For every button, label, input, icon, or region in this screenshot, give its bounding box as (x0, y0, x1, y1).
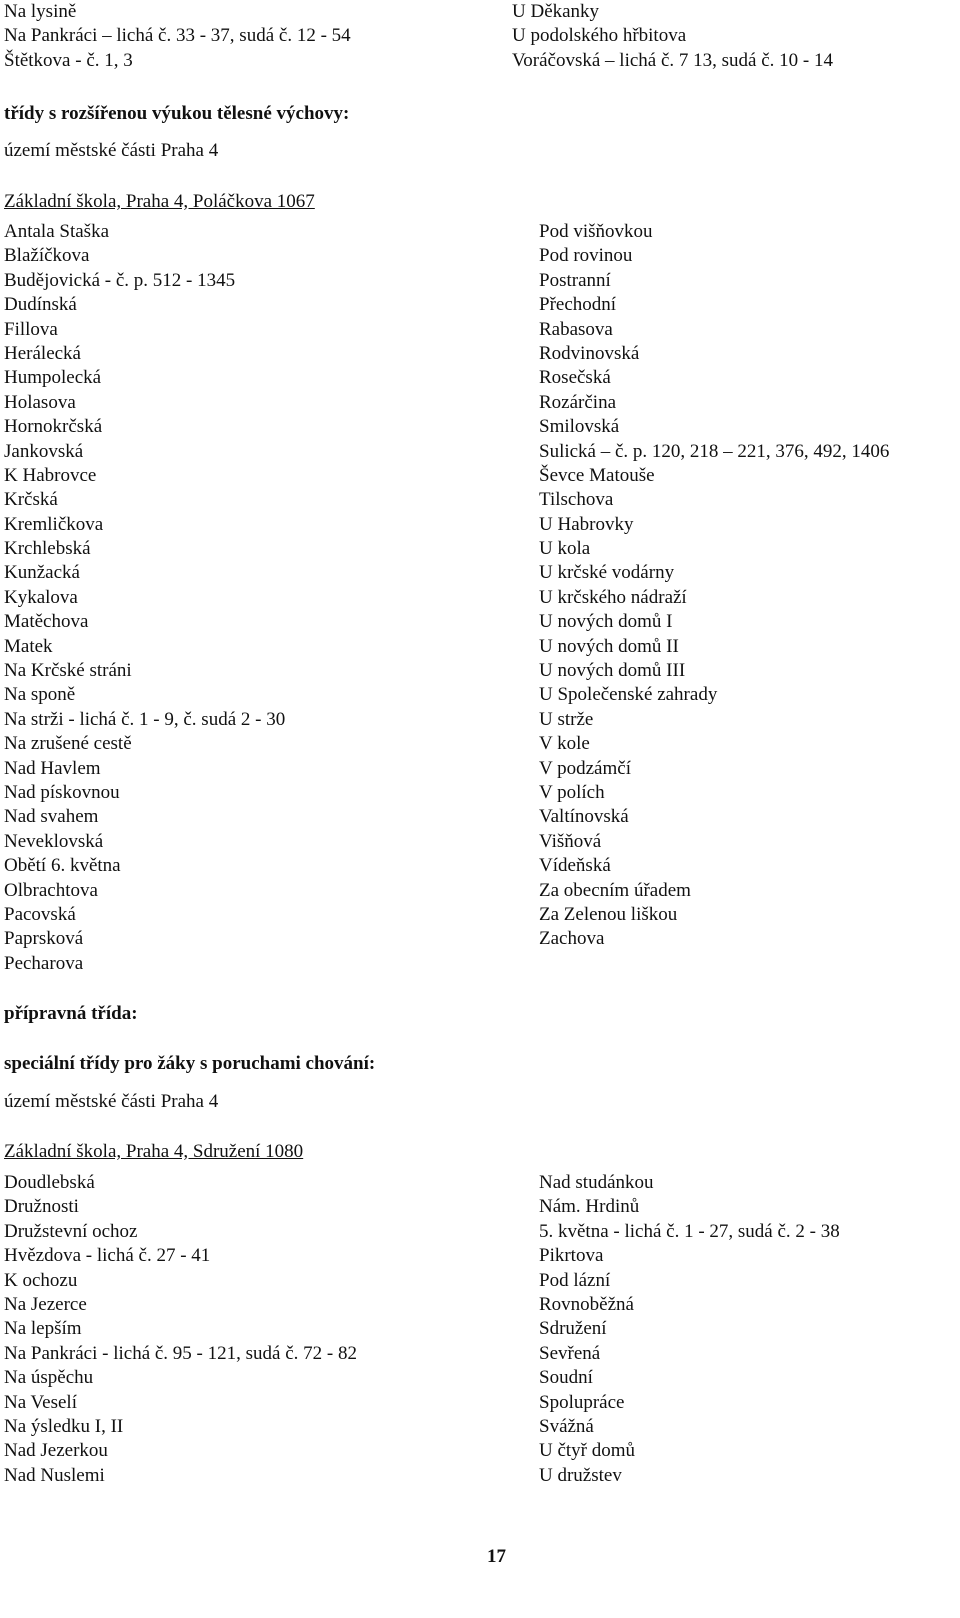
street-item: Matek (4, 635, 53, 657)
street-item: Nad Nuslemi (4, 1464, 105, 1486)
street-item: Svážná (539, 1415, 594, 1437)
street-item: Ševce Matouše (539, 464, 655, 486)
street-item: Krchlebská (4, 538, 91, 560)
street-item: Na úspěchu (4, 1367, 94, 1389)
section2-right-street-list (539, 1171, 840, 1488)
street-item: Sulická – č. p. 120, 218 – 221, 376, 492, 1406 (539, 440, 890, 462)
page-number: 17 (487, 1546, 506, 1567)
street-item: Na zrušené cestě (4, 733, 132, 755)
street-item: V polích (539, 781, 605, 803)
street-item: Nad Havlem (4, 757, 101, 779)
street-item: Rabasova (539, 318, 613, 340)
territory-label: území městské části Praha 4 (4, 1091, 219, 1112)
section2-left-street-list (4, 1171, 357, 1488)
street-item: Štětkova - č. 1, 3 (4, 49, 133, 71)
street-item: Postranní (539, 269, 611, 291)
street-item: U družstev (539, 1464, 622, 1486)
street-item: Na Pankráci – lichá č. 33 - 37, sudá č. 12 - 54 (4, 25, 351, 47)
street-item: U nových domů II (539, 635, 679, 657)
street-item: Nad pískovnou (4, 781, 120, 803)
street-item: Hornokrčská (4, 416, 103, 438)
street-item: Na Jezerce (4, 1293, 87, 1315)
street-item: U kola (539, 538, 591, 560)
street-item: Jankovská (4, 440, 84, 462)
street-item: Na strži - lichá č. 1 - 9, č. sudá 2 - 30 (4, 708, 286, 730)
street-item: Nad Jezerkou (4, 1440, 108, 1462)
street-item: Na lepším (4, 1318, 82, 1340)
street-item: Višňová (539, 830, 602, 852)
street-item: Pod lázní (539, 1269, 611, 1291)
street-item: Valtínovská (539, 806, 629, 828)
top-left-street-list (4, 0, 351, 73)
territory-label: území městské části Praha 4 (4, 140, 219, 161)
street-item: Obětí 6. května (4, 855, 121, 877)
street-item: U čtyř domů (539, 1440, 636, 1462)
street-item: Na lysině (4, 1, 77, 22)
street-item: Antala Staška (4, 221, 110, 242)
street-item: Zachova (539, 928, 605, 950)
street-item: Krčská (4, 489, 58, 511)
school-name-polackova: Základní škola, Praha 4, Poláčkova 1067 (4, 191, 315, 212)
street-item: Neveklovská (4, 830, 104, 852)
street-item: Pecharova (4, 952, 84, 974)
street-item: Sdružení (539, 1318, 607, 1340)
street-item: U nových domů III (539, 660, 686, 682)
street-item: Smilovská (539, 416, 620, 438)
street-item: U strže (539, 708, 594, 730)
street-item: Na ýsledku I, II (4, 1415, 124, 1437)
street-item: Paprsková (4, 928, 84, 950)
street-item: Vídeňská (539, 855, 611, 877)
section-heading-special-classes: speciální třídy pro žáky s poruchami chování: (4, 1053, 376, 1074)
street-item: U podolského hřbitova (512, 25, 687, 47)
street-item: V kole (539, 733, 590, 755)
street-item: Za obecním úřadem (539, 879, 691, 901)
street-item: Humpolecká (4, 367, 102, 389)
street-item: Sevřená (539, 1342, 601, 1364)
street-item: Družnosti (4, 1196, 79, 1218)
street-item: U Habrovky (539, 513, 634, 535)
street-item: K ochozu (4, 1269, 78, 1291)
top-right-street-list (512, 0, 833, 73)
street-item: Pod rovinou (539, 245, 633, 267)
section-heading-preparatory-class: přípravná třída: (4, 1003, 138, 1024)
street-item: Nám. Hrdinů (539, 1196, 640, 1218)
street-item: U krčské vodárny (539, 562, 675, 584)
street-item: Kunžacká (4, 562, 80, 584)
street-item: U krčského nádraží (539, 586, 687, 608)
street-item: Rosečská (539, 367, 611, 389)
street-item: Na Krčské stráni (4, 660, 132, 682)
street-item: U Společenské zahrady (539, 684, 718, 706)
street-item: Pikrtova (539, 1245, 604, 1267)
street-item: Za Zelenou liškou (539, 903, 678, 925)
street-item: Na Pankráci - lichá č. 95 - 121, sudá č. 72 - 82 (4, 1342, 357, 1364)
street-item: Tilschova (539, 489, 614, 511)
street-item: Nad studánkou (539, 1172, 654, 1193)
street-item: Dudínská (4, 294, 77, 316)
street-item: Na sponě (4, 684, 76, 706)
street-item: Budějovická - č. p. 512 - 1345 (4, 269, 236, 291)
street-item: Kremličkova (4, 513, 104, 535)
street-item: Soudní (539, 1367, 593, 1389)
street-item: U nových domů I (539, 611, 673, 633)
street-item: Nad svahem (4, 806, 99, 828)
school-name-sdruzeni: Základní škola, Praha 4, Sdružení 1080 (4, 1141, 304, 1162)
street-item: K Habrovce (4, 464, 97, 486)
street-item: Fillova (4, 318, 58, 340)
street-item: V podzámčí (539, 757, 631, 779)
street-item: Rovnoběžná (539, 1293, 634, 1315)
street-item: U Děkanky (512, 1, 600, 22)
section-heading-sport-classes: třídy s rozšířenou výukou tělesné výchovy: (4, 103, 350, 124)
street-item: Spolupráce (539, 1391, 625, 1413)
street-item: Hvězdova - lichá č. 27 - 41 (4, 1245, 211, 1267)
street-item: Matěchova (4, 611, 89, 633)
street-item: Pacovská (4, 903, 76, 925)
street-item: Rodvinovská (539, 342, 640, 364)
street-item: 5. května - lichá č. 1 - 27, sudá č. 2 - 38 (539, 1220, 840, 1242)
street-item: Na Veselí (4, 1391, 77, 1413)
section1-left-street-list (4, 220, 285, 976)
street-item: Doudlebská (4, 1172, 95, 1193)
street-item: Rozárčina (539, 391, 617, 413)
street-item: Holasova (4, 391, 76, 413)
street-item: Voráčovská – lichá č. 7 13, sudá č. 10 - 14 (512, 49, 833, 71)
street-item: Kykalova (4, 586, 78, 608)
street-item: Olbrachtova (4, 879, 98, 901)
street-item: Pod višňovkou (539, 221, 653, 242)
street-item: Družstevní ochoz (4, 1220, 138, 1242)
street-item: Herálecká (4, 342, 81, 364)
street-item: Blažíčkova (4, 245, 90, 267)
street-item: Přechodní (539, 294, 617, 316)
section1-right-street-list (539, 220, 889, 952)
